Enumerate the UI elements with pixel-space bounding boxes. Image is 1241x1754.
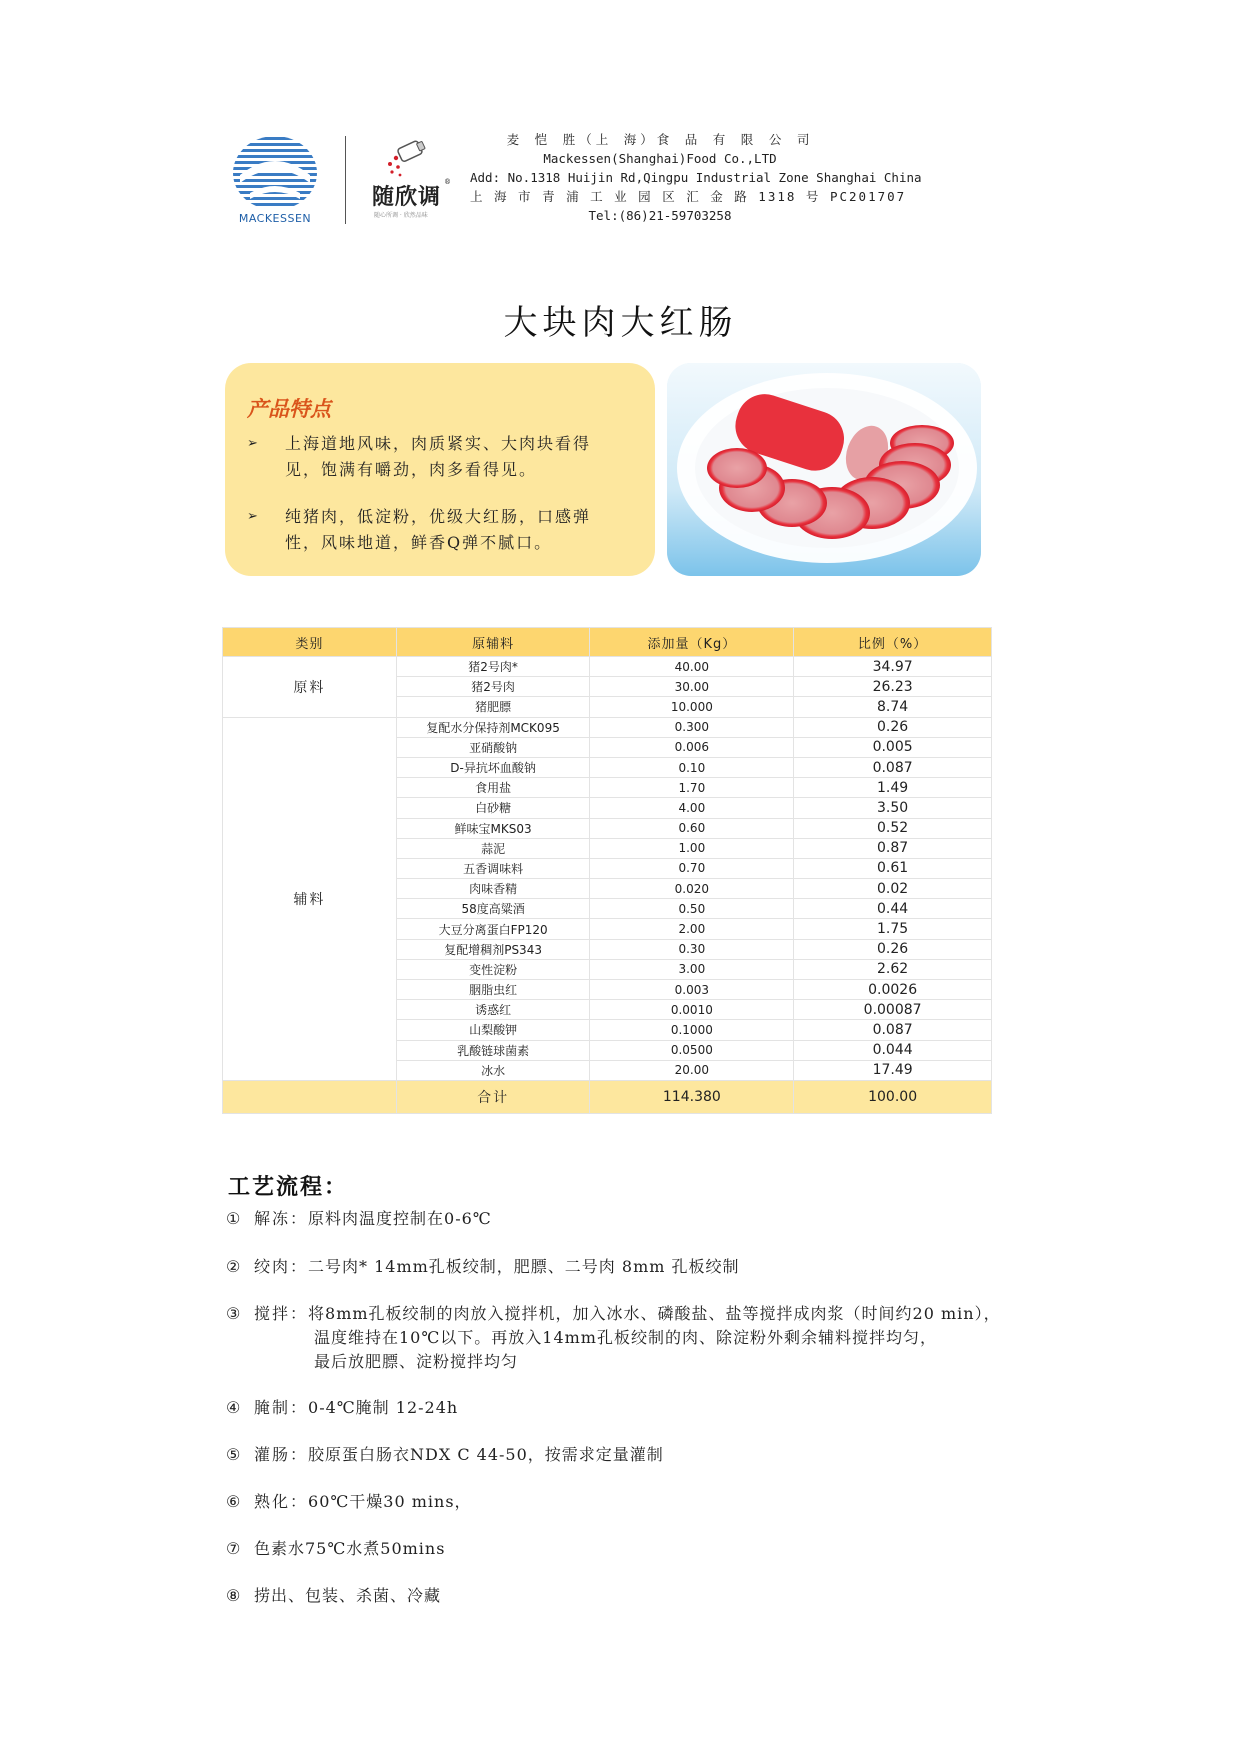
address-en: Add: No.1318 Huijin Rd,Qingpu Industrial Zone Shanghai China: [470, 170, 922, 185]
header-divider: [345, 136, 346, 224]
company-name-en: Mackessen(Shanghai)Food Co.,LTD: [543, 151, 777, 166]
ingredient-cell: 变性淀粉: [396, 959, 590, 979]
process-step: [226, 1584, 441, 1608]
step-label: 灌肠：: [254, 1445, 309, 1464]
feature-line: 纯猪肉，低淀粉，优级大红肠，口感弹: [285, 507, 592, 526]
header-ingredient: 原辅料: [396, 628, 590, 657]
step-text-continued: 最后放肥膘、淀粉搅拌均匀: [314, 1352, 519, 1371]
step-number: ⑧: [226, 1586, 241, 1605]
total-label: 合计: [396, 1080, 590, 1113]
amount-cell: 0.10: [590, 757, 794, 777]
amount-cell: 20.00: [590, 1060, 794, 1080]
process-step: [226, 1537, 445, 1561]
header-category: 类别: [223, 628, 397, 657]
step-text: 二号肉* 14mm孔板绞制，肥膘、二号肉 8mm 孔板绞制: [308, 1257, 740, 1276]
amount-cell: 0.003: [590, 980, 794, 1000]
feature-item: [285, 504, 625, 556]
feature-line: 上海道地风味，肉质紧实、大肉块看得: [285, 434, 592, 453]
ingredient-cell: 猪2号肉: [396, 677, 590, 697]
step-text: 捞出、包装、杀菌、冷藏: [254, 1586, 442, 1605]
formula-table: [222, 627, 992, 1114]
total-percent: 100.00: [794, 1080, 992, 1113]
step-number: ①: [226, 1209, 241, 1228]
ingredient-cell: 复配水分保持剂MCK095: [396, 717, 590, 737]
percent-cell: 0.26: [794, 939, 992, 959]
percent-cell: 0.044: [794, 1040, 992, 1060]
percent-cell: 2.62: [794, 959, 992, 979]
percent-cell: 26.23: [794, 677, 992, 697]
step-number: ⑦: [226, 1539, 241, 1558]
total-empty-cell: [223, 1080, 397, 1113]
step-number: ⑥: [226, 1492, 241, 1511]
step-number: ④: [226, 1398, 241, 1417]
arrow-bullet-icon: ➢: [247, 436, 258, 451]
amount-cell: 3.00: [590, 959, 794, 979]
brand-slogan: 随心所调 · 欣然品味: [374, 212, 428, 219]
percent-cell: 8.74: [794, 697, 992, 717]
amount-cell: 4.00: [590, 798, 794, 818]
percent-cell: 0.005: [794, 737, 992, 757]
percent-cell: 34.97: [794, 657, 992, 677]
category-cell: 原料: [223, 657, 397, 718]
ingredient-cell: 诱惑红: [396, 1000, 590, 1020]
feature-line: 性，风味地道，鲜香Q弹不腻口。: [285, 533, 553, 552]
feature-item: [285, 431, 625, 483]
ingredient-cell: 复配增稠剂PS343: [396, 939, 590, 959]
step-label: 熟化：: [254, 1492, 309, 1511]
step-text: 0-4℃腌制 12-24h: [308, 1398, 459, 1417]
process-step: [226, 1302, 1001, 1374]
amount-cell: 30.00: [590, 677, 794, 697]
percent-cell: 0.0026: [794, 980, 992, 1000]
percent-cell: 0.00087: [794, 1000, 992, 1020]
mackessen-logo-text: MACKESSEN: [238, 212, 312, 225]
table-row: [223, 717, 992, 737]
amount-cell: 0.70: [590, 858, 794, 878]
feature-line: 见，饱满有嚼劲，肉多看得见。: [285, 460, 538, 479]
telephone: Tel:(86)21-59703258: [588, 208, 732, 223]
mackessen-logo: [230, 135, 320, 230]
ingredient-cell: 亚硝酸钠: [396, 737, 590, 757]
ingredient-cell: 冰水: [396, 1060, 590, 1080]
ingredient-cell: 猪2号肉*: [396, 657, 590, 677]
brand-logo-text: 随欣调: [372, 185, 442, 210]
ingredient-cell: 猪肥膘: [396, 697, 590, 717]
step-text: 胶原蛋白肠衣NDX C 44-50，按需求定量灌制: [308, 1445, 664, 1464]
product-photo: [667, 363, 981, 576]
product-features-box: [225, 363, 655, 576]
address-cn: 上 海 市 青 浦 工 业 园 区 汇 金 路 1318 号 PC201707: [470, 189, 907, 204]
ingredient-cell: 白砂糖: [396, 798, 590, 818]
percent-cell: 1.75: [794, 919, 992, 939]
percent-cell: 0.087: [794, 1020, 992, 1040]
percent-cell: 0.87: [794, 838, 992, 858]
amount-cell: 0.60: [590, 818, 794, 838]
amount-cell: 0.300: [590, 717, 794, 737]
step-text: 原料肉温度控制在0-6℃: [308, 1209, 492, 1228]
ingredient-cell: 五香调味料: [396, 858, 590, 878]
amount-cell: 0.0500: [590, 1040, 794, 1060]
ingredient-cell: 58度高粱酒: [396, 899, 590, 919]
table-total-row: [223, 1080, 992, 1113]
percent-cell: 17.49: [794, 1060, 992, 1080]
percent-cell: 0.44: [794, 899, 992, 919]
amount-cell: 0.50: [590, 899, 794, 919]
step-number: ⑤: [226, 1445, 241, 1464]
document-title: 大块肉大红肠: [503, 303, 738, 343]
amount-cell: 0.020: [590, 879, 794, 899]
ingredient-cell: 山梨酸钾: [396, 1020, 590, 1040]
amount-cell: 1.70: [590, 778, 794, 798]
table-header-row: [223, 628, 992, 657]
globe-logo-icon: [230, 135, 320, 211]
process-step: [226, 1443, 664, 1467]
header-percent: 比例（%）: [794, 628, 992, 657]
ingredient-cell: 乳酸链球菌素: [396, 1040, 590, 1060]
step-number: ②: [226, 1257, 241, 1276]
step-text: 色素水75℃水煮50mins: [254, 1539, 446, 1558]
amount-cell: 40.00: [590, 657, 794, 677]
step-label: 绞肉：: [254, 1257, 309, 1276]
company-name-cn: 麦 恺 胜（上 海）食 品 有 限 公 司: [506, 132, 814, 147]
ingredient-cell: 肉味香精: [396, 879, 590, 899]
category-cell: 辅料: [223, 717, 397, 1080]
process-step: [226, 1207, 492, 1231]
brand-logo: [372, 140, 454, 225]
step-number: ③: [226, 1304, 241, 1323]
step-text: 将8mm孔板绞制的肉放入搅拌机，加入冰水、磷酸盐、盐等搅拌成肉浆（时间约20 min），: [308, 1304, 1001, 1323]
registered-icon: ®: [444, 178, 451, 186]
process-step: [226, 1490, 472, 1514]
total-amount: 114.380: [590, 1080, 794, 1113]
sausage-plate-image: [667, 363, 981, 576]
percent-cell: 0.02: [794, 879, 992, 899]
process-step: [226, 1396, 458, 1420]
ingredient-cell: 蒜泥: [396, 838, 590, 858]
ingredient-cell: 食用盐: [396, 778, 590, 798]
step-label: 搅拌：: [254, 1304, 309, 1323]
amount-cell: 0.1000: [590, 1020, 794, 1040]
ingredient-cell: 鲜味宝MKS03: [396, 818, 590, 838]
percent-cell: 0.26: [794, 717, 992, 737]
amount-cell: 0.30: [590, 939, 794, 959]
amount-cell: 0.0010: [590, 1000, 794, 1020]
percent-cell: 3.50: [794, 798, 992, 818]
percent-cell: 0.087: [794, 757, 992, 777]
ingredient-cell: 胭脂虫红: [396, 980, 590, 1000]
company-info: [470, 130, 922, 225]
table-row: [223, 657, 992, 677]
step-label: 解冻：: [254, 1209, 309, 1228]
amount-cell: 10.000: [590, 697, 794, 717]
arrow-bullet-icon: ➢: [247, 509, 258, 524]
step-label: 腌制：: [254, 1398, 309, 1417]
percent-cell: 0.52: [794, 818, 992, 838]
process-step: [226, 1255, 740, 1279]
process-heading: 工艺流程：: [228, 1174, 349, 1200]
ingredient-cell: 大豆分离蛋白FP120: [396, 919, 590, 939]
amount-cell: 2.00: [590, 919, 794, 939]
seasoning-shaker-icon: [372, 140, 452, 180]
amount-cell: 1.00: [590, 838, 794, 858]
amount-cell: 0.006: [590, 737, 794, 757]
percent-cell: 1.49: [794, 778, 992, 798]
ingredient-cell: D-异抗坏血酸钠: [396, 757, 590, 777]
features-heading: 产品特点: [247, 396, 331, 421]
header-amount: 添加量（Kg）: [590, 628, 794, 657]
step-text: 60℃干燥30 mins，: [308, 1492, 472, 1511]
step-text-continued: 温度维持在10℃以下。再放入14mm孔板绞制的肉、除淀粉外剩余辅料搅拌均匀，: [314, 1328, 937, 1347]
percent-cell: 0.61: [794, 858, 992, 878]
